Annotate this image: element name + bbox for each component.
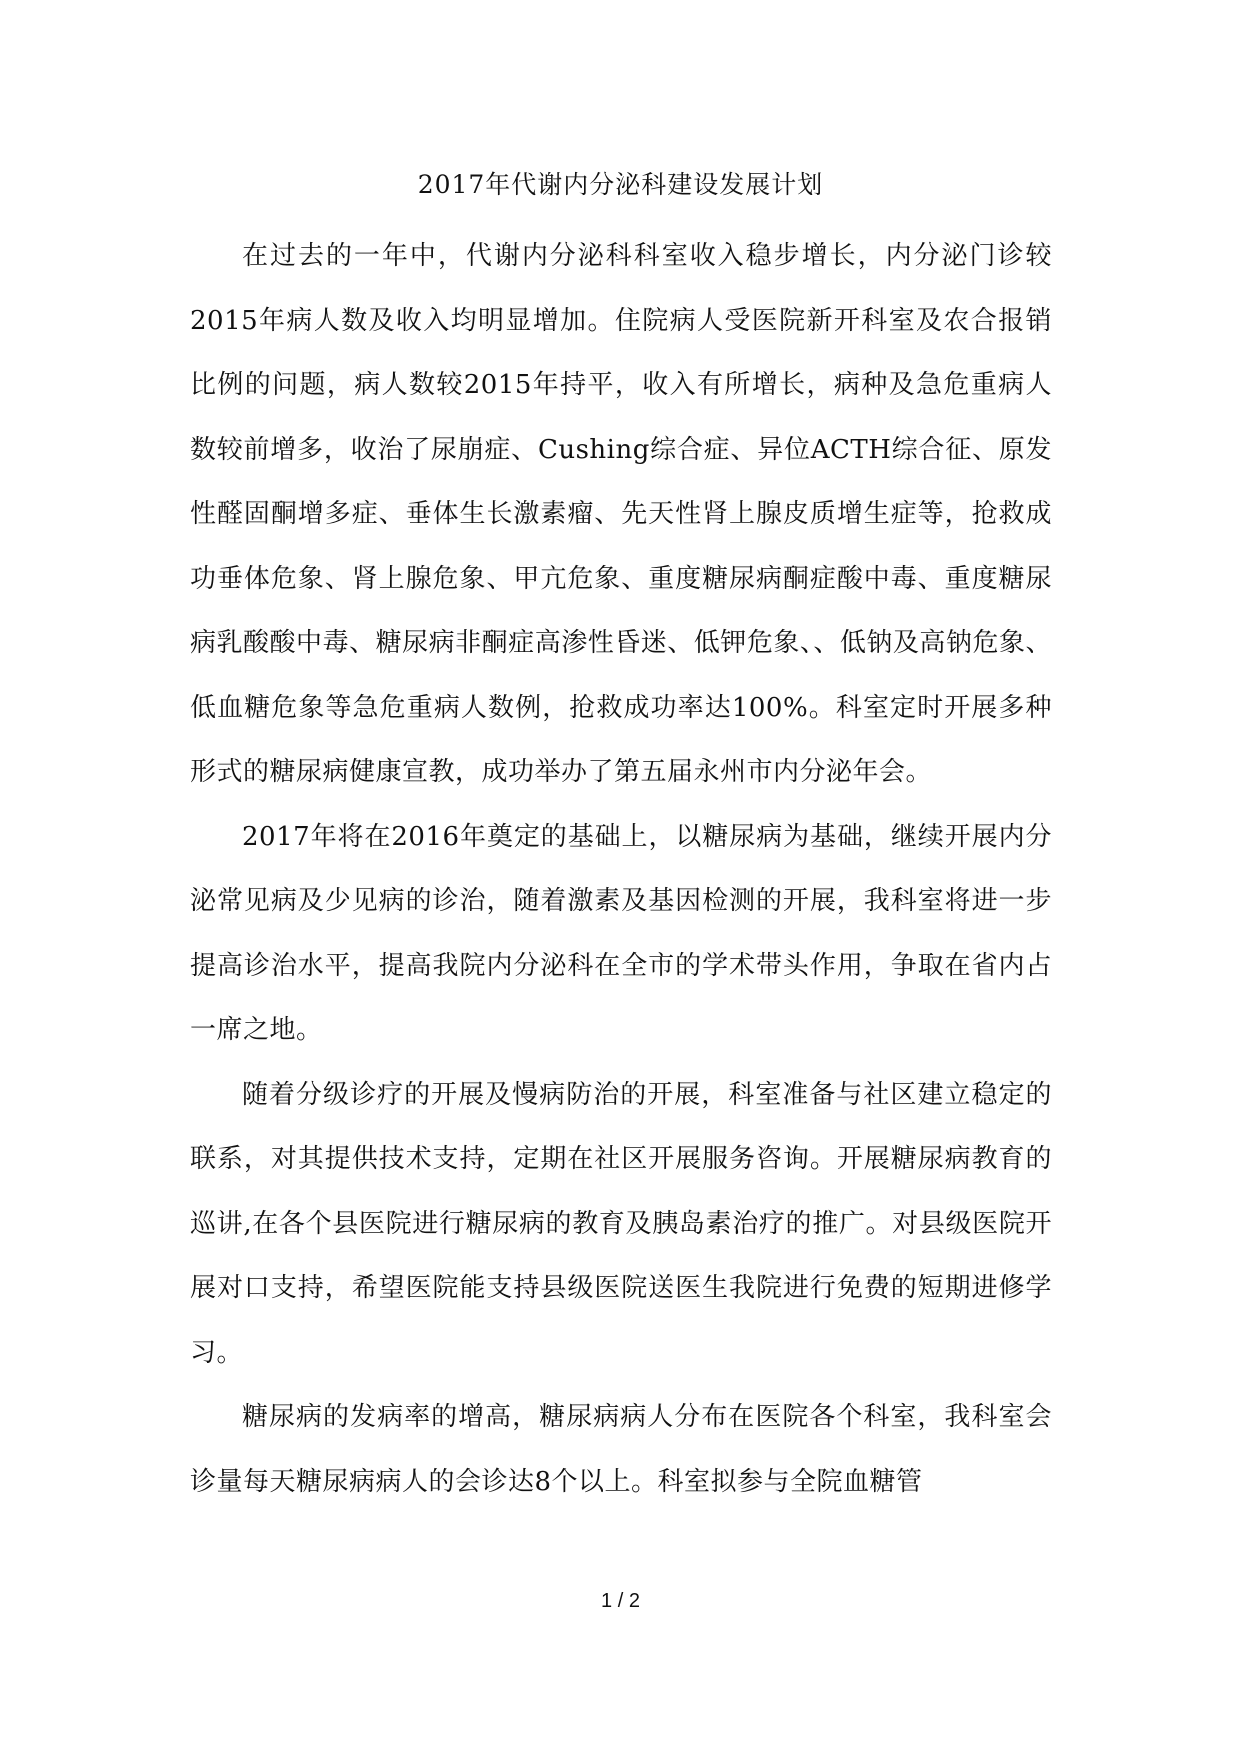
- paragraph-1: 在过去的一年中，代谢内分泌科科室收入稳步增长，内分泌门诊较2015年病人数及收入均明显增加。住院病人受医院新开科室及农合报销比例的问题，病人数较2015年持平，收入有所增长，病种及急危重病人数较前增多，收治了尿崩症、Cushing综合症、异位ACTH综合征、原发性醛固酮增多症、垂体生长激素瘤、先天性肾上腺皮质增生症等，抢救成功垂体危象、肾上腺危象、甲亢危象、重度糖尿病酮症酸中毒、重度糖尿病乳酸酸中毒、糖尿病非酮症高渗性昏迷、低钾危象、、低钠及高钠危象、低血糖危象等急危重病人数例，抢救成功率达100%。科室定时开展多种形式的糖尿病健康宣教，成功举办了第五届永州市内分泌年会。: [190, 241, 1052, 787]
- paragraph-2: 2017年将在2016年奠定的基础上，以糖尿病为基础，继续开展内分泌常见病及少见病的诊治，随着激素及基因检测的开展，我科室将进一步提高诊治水平，提高我院内分泌科在全市的学术带头作用，争取在省内占一席之地。: [190, 821, 1052, 1045]
- document-title: 2017年代谢内分泌科建设发展计划: [417, 170, 824, 199]
- paragraph-4: 糖尿病的发病率的增高，糖尿病病人分布在医院各个科室，我科室会诊量每天糖尿病病人的会诊达8个以上。科室拟参与全院血糖管: [190, 1402, 1052, 1497]
- document-body: [190, 224, 1052, 1514]
- page-number: 1 / 2: [601, 1590, 640, 1612]
- paragraph-3: 随着分级诊疗的开展及慢病防治的开展，科室准备与社区建立稳定的联系，对其提供技术支持，定期在社区开展服务咨询。开展糖尿病教育的巡讲,在各个县医院进行糖尿病的教育及胰岛素治疗的推广。对县级医院开展对口支持，希望医院能支持县级医院送医生我院进行免费的短期进修学习。: [190, 1079, 1052, 1368]
